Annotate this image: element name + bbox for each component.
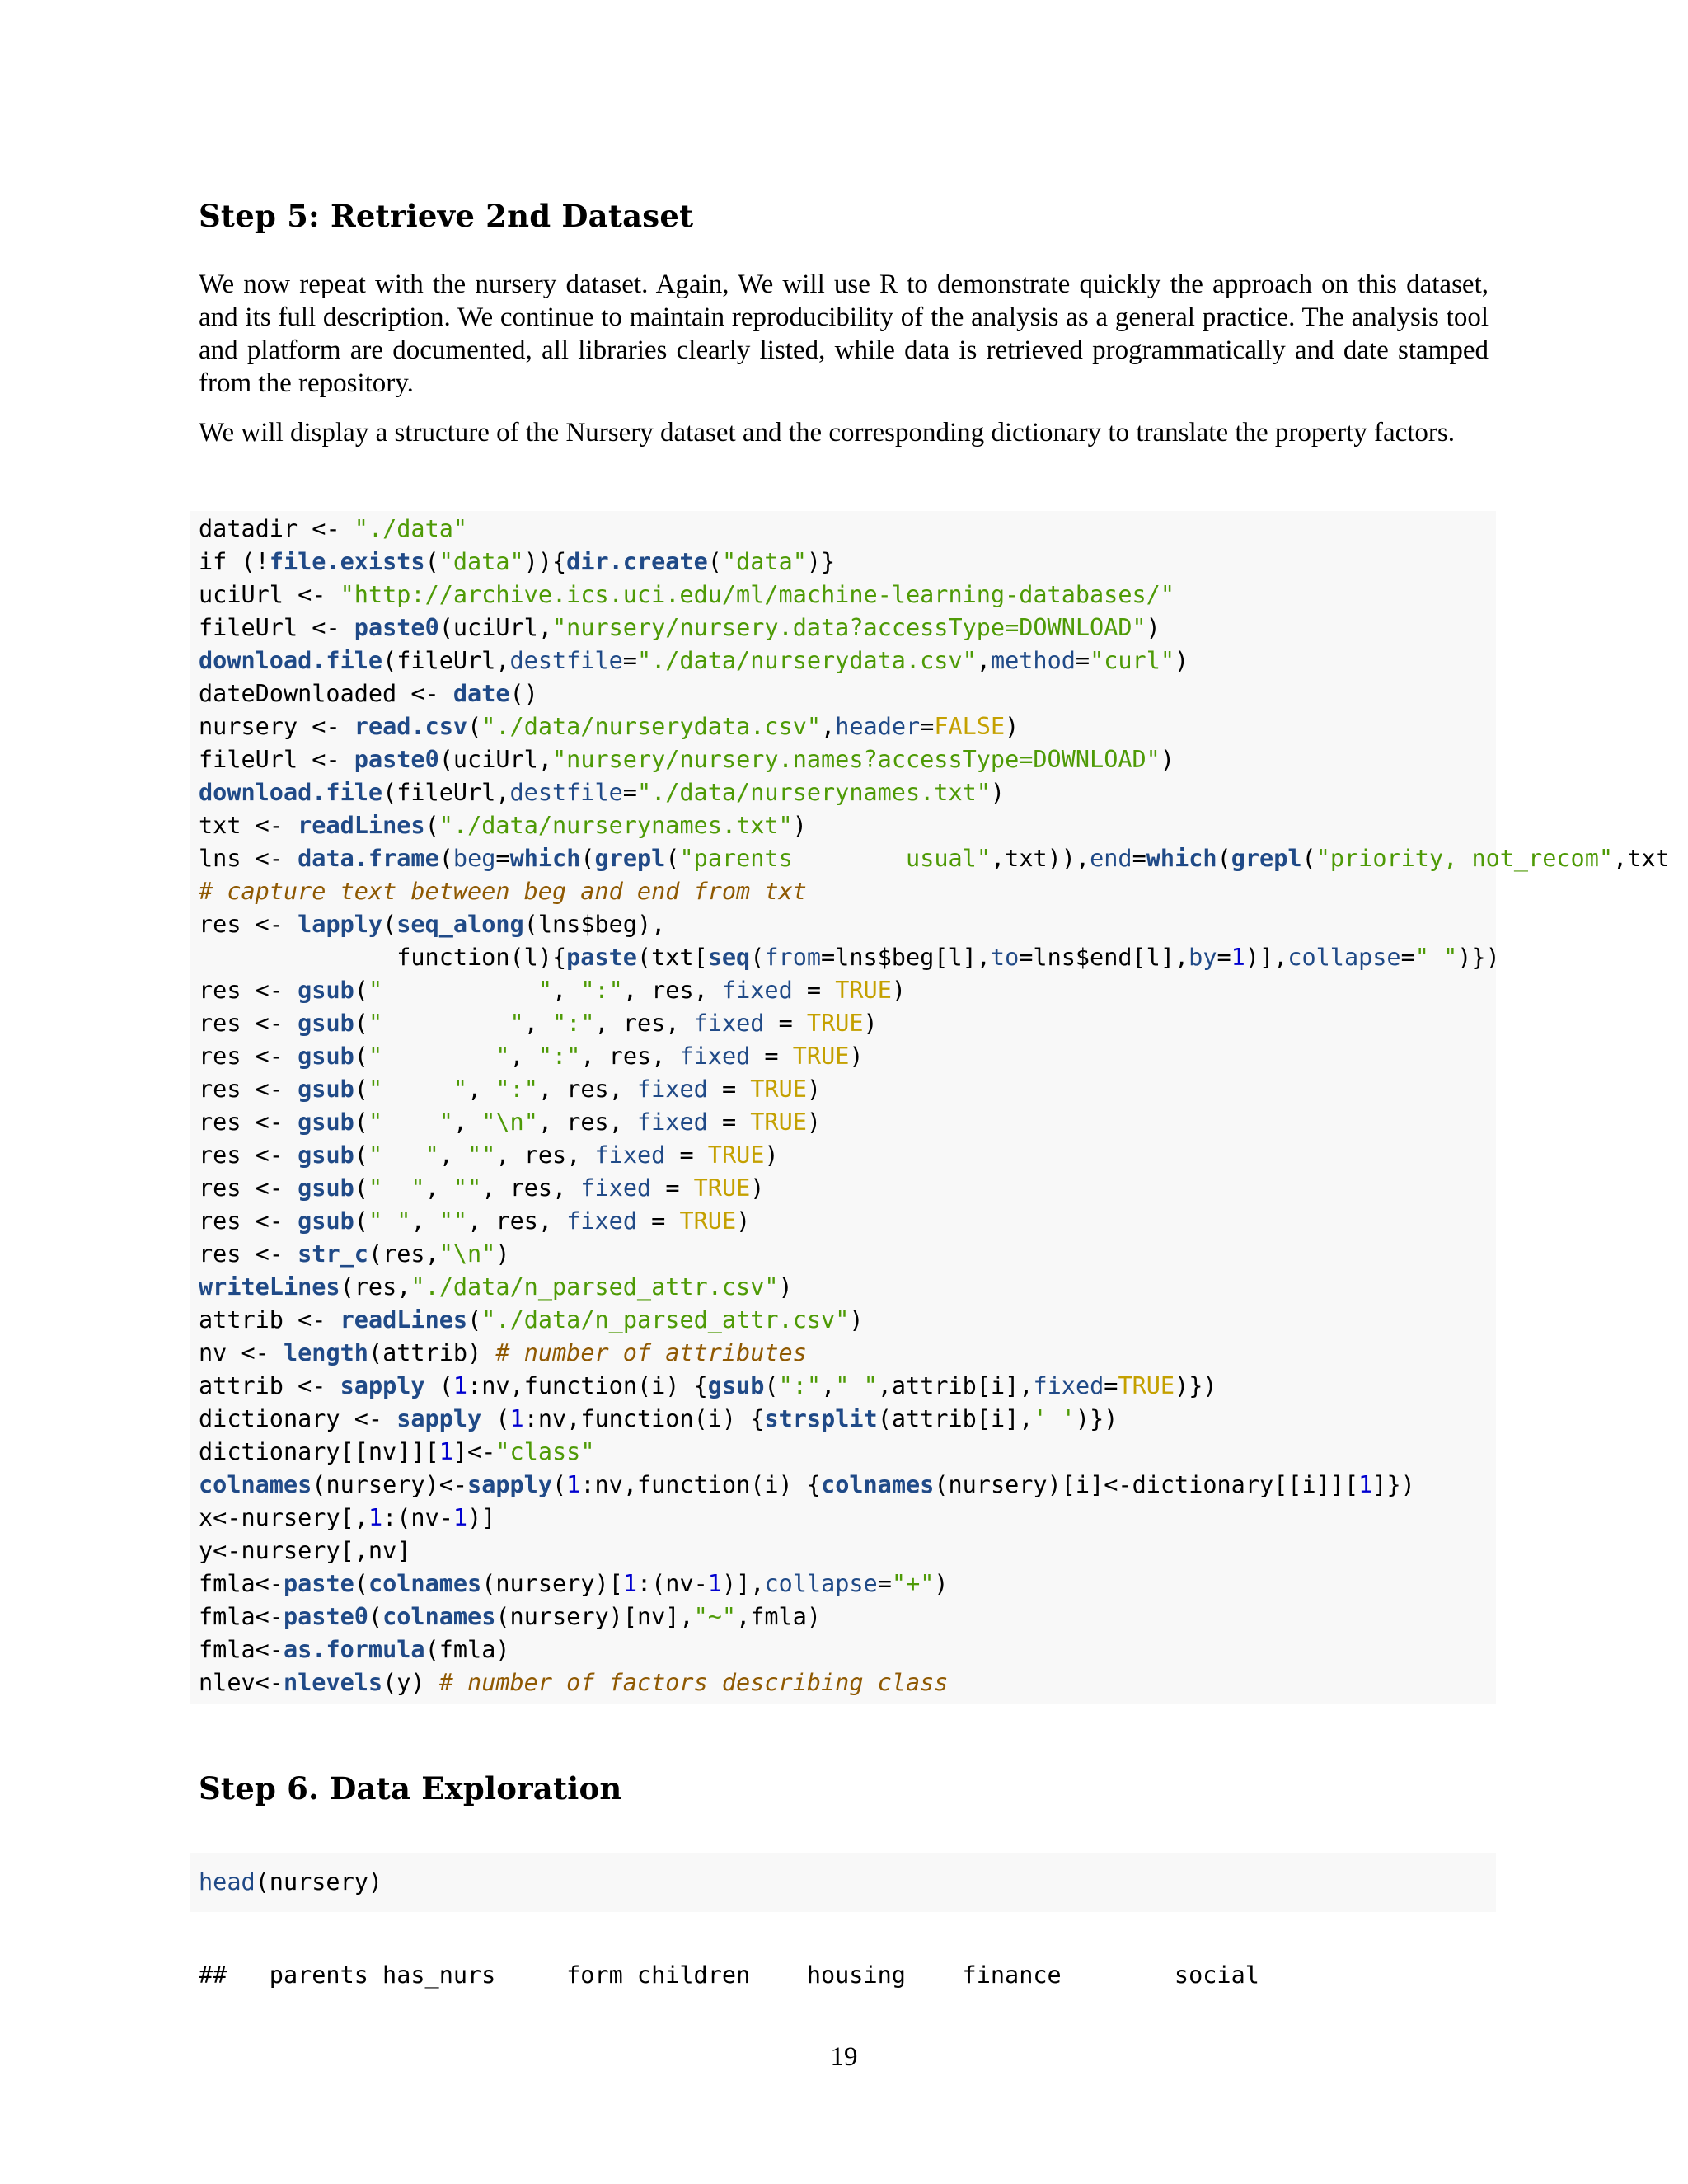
code-line: res <- gsub(" ", "", res, fixed = TRUE) (199, 1207, 751, 1235)
code-line: txt <- readLines("./data/nurserynames.txt") (199, 812, 807, 839)
code-line: nv <- length(attrib) # number of attributes (199, 1339, 807, 1366)
code-line: # capture text between beg and end from txt (199, 878, 807, 905)
code-block-step5 (199, 513, 1670, 1699)
code-line: res <- lapply(seq_along(lns$beg), (199, 911, 666, 938)
step6-heading: Step 6. Data Exploration (199, 1770, 622, 1807)
code-line: res <- gsub(" ", "", res, fixed = TRUE) (199, 1141, 779, 1169)
code-line: download.file(fileUrl,destfile="./data/nurserydata.csv",method="curl") (199, 647, 1189, 674)
code-line: res <- gsub(" ", "\n", res, fixed = TRUE) (199, 1108, 822, 1136)
code-line: res <- gsub(" ", ":", res, fixed = TRUE) (199, 1010, 878, 1037)
code-line: if (!file.exists("data")){dir.create("data")} (199, 548, 836, 575)
step5-heading: Step 5: Retrieve 2nd Dataset (199, 198, 694, 234)
code-line: uciUrl <- "http://archive.ics.uci.edu/ml/machine-learning-databases/" (199, 581, 1175, 608)
code-line: datadir <- "./data" (199, 515, 468, 542)
code-line: attrib <- readLines("./data/n_parsed_attr.csv") (199, 1306, 864, 1333)
code-line: dateDownloaded <- date() (199, 680, 538, 707)
code-line: res <- str_c(res,"\n") (199, 1240, 510, 1268)
code-head-call: head(nursery) (199, 1868, 383, 1896)
code-line: attrib <- sapply (1:nv,function(i) {gsub(":"," ",attrib[i],fixed=TRUE)}) (199, 1372, 1217, 1399)
code-line: nursery <- read.csv("./data/nurserydata.csv",header=FALSE) (199, 713, 1020, 740)
step5-paragraph-2: We will display a structure of the Nursery dataset and the corresponding dictionary to translate the property factors. (199, 418, 1456, 448)
code-line: res <- gsub(" ", ":", res, fixed = TRUE) (199, 977, 907, 1004)
code-line: res <- gsub(" ", ":", res, fixed = TRUE) (199, 1076, 822, 1103)
code-line: colnames(nursery)<-sapply(1:nv,function(i) {colnames(nursery)[i]<-dictionary[[i]][1]}) (199, 1471, 1415, 1498)
code-line: fmla<-as.formula(fmla) (199, 1636, 510, 1663)
code-line: lns <- data.frame(beg=which(grepl("parents usual",txt)),end=which(grepl("priority, not_recom",txt (199, 845, 1670, 872)
code-line: nlev<-nlevels(y) # number of factors describing class (199, 1669, 949, 1696)
code-line: res <- gsub(" ", "", res, fixed = TRUE) (199, 1174, 765, 1202)
output-header-row: ## parents has_nurs form children housing finance social (199, 1961, 1259, 1989)
code-line: y<-nursery[,nv] (199, 1537, 411, 1564)
code-line: fmla<-paste0(colnames(nursery)[nv],"~",fmla) (199, 1603, 822, 1630)
page-number: 19 (830, 2042, 858, 2072)
code-block-head (199, 1866, 382, 1899)
code-block-head-background (190, 1853, 1496, 1912)
step5-paragraph-1: We now repeat with the nursery dataset. Again, We will use R to demonstrate quickly the approach on this dataset, and its full description. We continue to maintain reproducibility of the analysis as a general practice. The analysis tool and platform are documented, all libraries clearly listed, while data is retrieved programmatically and date stamped from the repository. (199, 269, 1489, 398)
code-line: x<-nursery[,1:(nv-1)] (199, 1504, 496, 1531)
code-line: dictionary[[nv]][1]<-"class" (199, 1438, 595, 1465)
code-line: function(l){paste(txt[seq(from=lns$beg[l],to=lns$end[l],by=1)],collapse=" ")}) (199, 944, 1500, 971)
code-line: dictionary <- sapply (1:nv,function(i) {strsplit(attrib[i],' ')}) (199, 1405, 1118, 1432)
code-line: fileUrl <- paste0(uciUrl,"nursery/nursery.data?accessType=DOWNLOAD") (199, 614, 1160, 641)
code-line: fileUrl <- paste0(uciUrl,"nursery/nursery.names?accessType=DOWNLOAD") (199, 746, 1175, 773)
code-line: writeLines(res,"./data/n_parsed_attr.csv") (199, 1273, 793, 1301)
code-line: res <- gsub(" ", ":", res, fixed = TRUE) (199, 1043, 864, 1070)
code-line: download.file(fileUrl,destfile="./data/nurserynames.txt") (199, 779, 1006, 806)
code-line: fmla<-paste(colnames(nursery)[1:(nv-1)],collapse="+") (199, 1570, 949, 1597)
